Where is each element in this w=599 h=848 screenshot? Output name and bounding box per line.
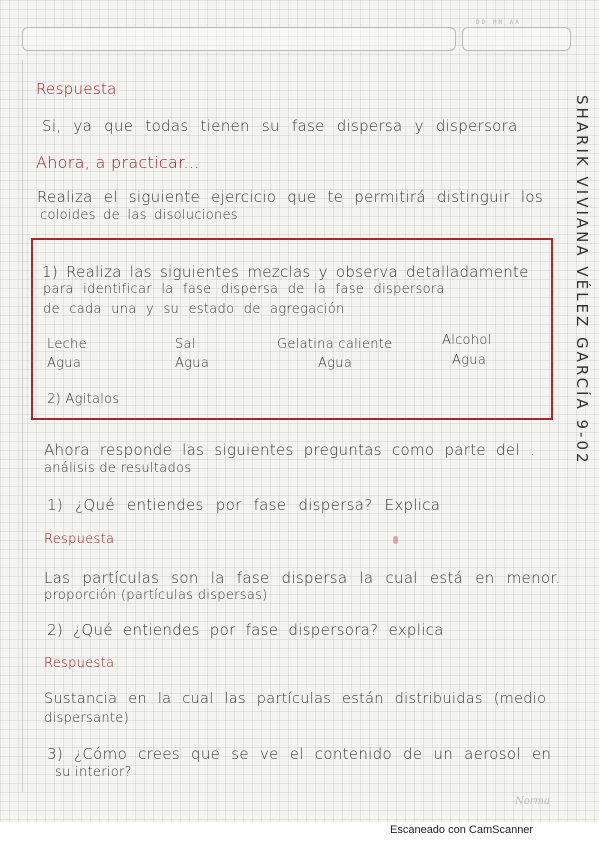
question-2: 2) ¿Qué entiendes por fase dispersora? explica xyxy=(47,621,444,639)
task-step-2: 2) Agitalos xyxy=(47,392,120,407)
mixture-1-top: Leche xyxy=(47,337,87,352)
task-step-1-line-2: para identificar la fase dispersa de la fase dispersora xyxy=(43,282,445,297)
mixture-3-top: Gelatina caliente xyxy=(277,337,393,352)
answer-label-3: Respuesta xyxy=(44,656,115,671)
student-name: SHARIK VIVIANA VÉLEZ GARCÍA 9-02 xyxy=(573,95,591,466)
answer-text-1: Si, ya que todas tienen su fase dispersa y dispersora xyxy=(42,117,518,135)
mixture-4-bottom: Agua xyxy=(452,353,487,368)
header-field-date xyxy=(462,27,571,51)
red-ink-mark xyxy=(393,536,398,544)
task-step-1-line-1: 1) Realiza las siguientes mezclas y observa detalladamente xyxy=(42,263,529,281)
mixture-4-top: Alcohol xyxy=(442,333,492,348)
mixture-2-top: Sal xyxy=(175,337,196,352)
answer-label-2: Respuesta xyxy=(44,532,115,547)
mixture-3-bottom: Agua xyxy=(318,356,353,371)
answer-2-line-1: Las partículas son la fase dispersa la cual está en menor. xyxy=(44,569,561,587)
task-step-1-line-3: de cada una y su estado de agregación xyxy=(43,302,345,317)
practice-title: Ahora, a practicar... xyxy=(36,153,200,172)
question-3-line-2: su interior? xyxy=(55,765,132,780)
notebook-brand-logo: Norma xyxy=(515,796,550,807)
date-placeholder: DD MM AA xyxy=(476,19,521,26)
questions-intro-line-1: Ahora responde las siguientes preguntas como parte del . xyxy=(44,441,535,459)
mixture-1-bottom: Agua xyxy=(47,356,82,371)
questions-intro-line-2: análisis de resultados xyxy=(44,461,192,476)
mixture-2-bottom: Agua xyxy=(175,356,210,371)
exercise-intro-line-1: Realiza el siguiente ejercicio que te permitirá distinguir los xyxy=(37,188,543,206)
answer-2-line-2: proporción (partículas dispersas) xyxy=(44,588,268,603)
question-1: 1) ¿Qué entiendes por fase dispersa? Explica xyxy=(47,496,441,514)
scanner-watermark: Escaneado con CamScanner xyxy=(390,824,534,836)
answer-3-line-2: dispersante) xyxy=(44,711,129,726)
margin-line xyxy=(22,60,23,792)
header-field-left xyxy=(22,27,456,51)
answer-label-1: Respuesta xyxy=(36,80,117,98)
question-3-line-1: 3) ¿Cómo crees que se ve el contenido de un aerosol en xyxy=(47,745,552,763)
answer-3-line-1: Sustancia en la cual las partículas están distribuidas (medio xyxy=(44,691,547,707)
exercise-intro-line-2: coloides de las disoluciones xyxy=(40,208,238,223)
